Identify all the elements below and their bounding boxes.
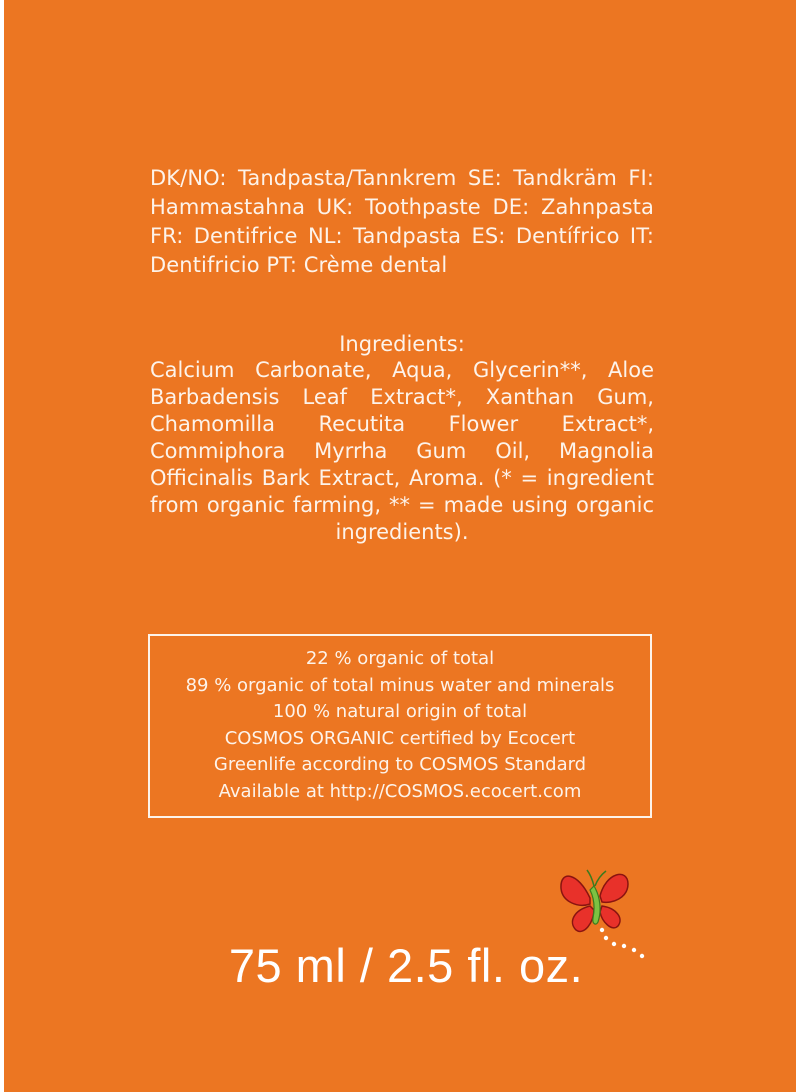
volume-label: 75 ml / 2.5 fl. oz. — [228, 939, 584, 992]
product-label-panel — [4, 0, 796, 1092]
cert-line-cosmos-certified: COSMOS ORGANIC certified by Ecocert — [224, 727, 576, 749]
product-name-translations: DK/NO: Tandpasta/Tannkrem SE: Tandkräm FI: Hammastahna UK: Toothpaste DE: Zahnpasta FR: Dentifrice NL: Tandpasta ES: Dentífrico IT: Dentifricio PT: Crème dental — [150, 166, 654, 277]
ingredients-heading: Ingredients: — [339, 332, 465, 356]
cert-line-organic-minus-water: 89 % organic of total minus water and minerals — [185, 674, 615, 696]
ingredients-list: Calcium Carbonate, Aqua, Glycerin**, Aloe Barbadensis Leaf Extract*, Xanthan Gum, Chamomilla Recutita Flower Extract*, Commiphora Myrrha Gum Oil, Magnolia Officinalis Bark Extract, Aroma. (* = ingredient from organic farming, ** = made using organic ingredients). — [150, 358, 654, 544]
cert-line-available-at: Available at http://COSMOS.ecocert.com — [218, 780, 582, 802]
cert-line-natural-origin: 100 % natural origin of total — [272, 701, 528, 722]
butterfly-icon — [556, 856, 652, 968]
certification-box — [148, 634, 652, 818]
cert-line-cosmos-standard: Greenlife according to COSMOS Standard — [213, 754, 587, 775]
cert-line-organic-total: 22 % organic of total — [305, 648, 495, 669]
